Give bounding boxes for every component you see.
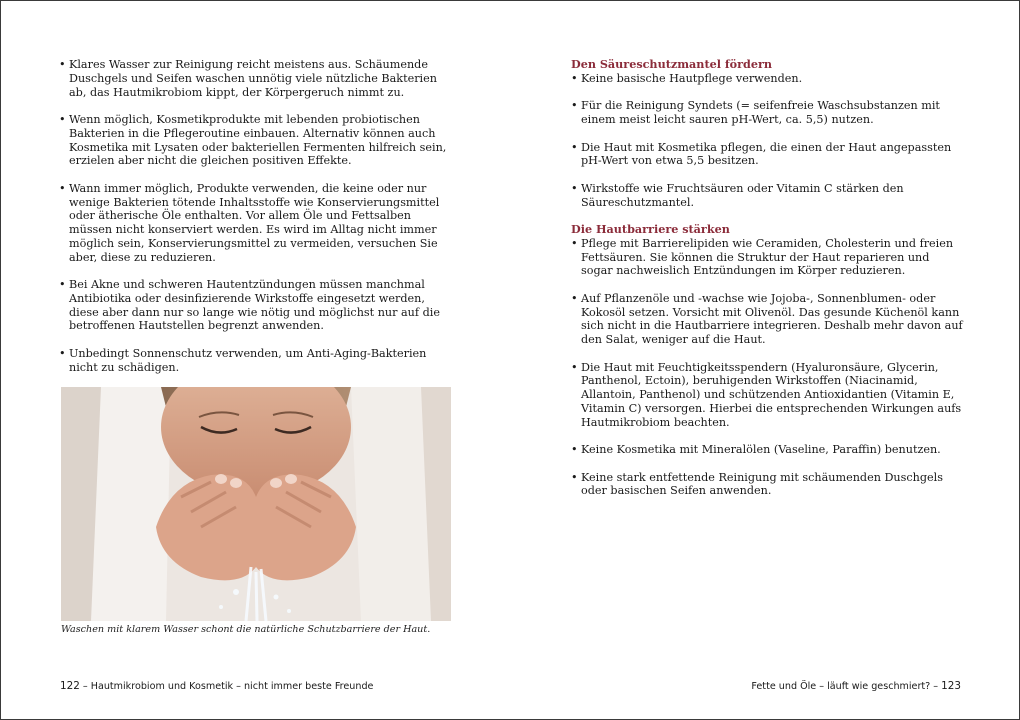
right-text-column [571,58,963,512]
face-washing-photo [61,387,451,621]
running-title: Fette und Öle – läuft wie geschmiert? – [751,681,942,692]
bullet-item: • Wann immer möglich, Produkte verwenden, die keine oder nur wenige Bakterien tötende Inhaltsstoffe wie Konservierungsmittel oder ätherische Öle enthalten. Vor allem Öle und Fettsalben müssen nicht konserviert werden. Es wird im Alltag nicht immer möglich sein, Konservierungsmittel zu vermeiden, versuchen Sie aber, diese zu reduzieren. [59,182,451,265]
left-footer [60,680,373,692]
right-footer [751,680,961,692]
right-page [510,1,1019,719]
bullet-item: • Bei Akne und schweren Hautentzündungen müssen manchmal Antibiotika oder desinfizierende Wirkstoffe eingesetzt werden, diese aber dann nur so lange wie nötig und möglichst nur auf die betroffenen Hautstellen begrenzt anwenden. [59,278,451,333]
face-washing-illustration [61,387,451,621]
running-title: – Hautmikrobiom und Kosmetik – nicht immer beste Freunde [79,681,374,692]
bullet-item: • Klares Wasser zur Reinigung reicht meistens aus. Schäumende Duschgels und Seifen waschen unnötig viele nützliche Bakterien ab, das Hautmikrobiom kippt, der Körpergeruch nimmt zu. [59,58,451,99]
left-text-column [59,58,451,388]
bullet-item: • Für die Reinigung Syndets (= seifenfreie Waschsubstanzen mit einem meist leicht sauren pH-Wert, ca. 5,5) nutzen. [571,99,963,127]
bullet-item: • Auf Pflanzenöle und -wachse wie Jojoba-, Sonnenblumen- oder Kokosöl setzen. Vorsicht mit Olivenöl. Das gesunde Küchenöl kann sich nicht in die Hautbarriere integrieren. Deshalb mehr davon auf den Salat, weniger auf die Haut. [571,292,963,347]
bullet-item: • Wenn möglich, Kosmetikprodukte mit lebenden probiotischen Bakterien in die Pflegeroutine einbauen. Alternativ können auch Kosmetika mit Lysaten oder bakteriellen Fermenten hilfreich sein, erzielen aber nicht die gleichen positiven Effekte. [59,113,451,168]
bullet-item: • Wirkstoffe wie Fruchtsäuren oder Vitamin C stärken den Säureschutzmantel. [571,182,963,210]
bullet-item: • Die Haut mit Feuchtigkeitsspendern (Hyaluronsäure, Glycerin, Panthenol, Ectoin), beruhigenden Wirkstoffen (Niacinamid, Allantoin, Panthenol) und schützenden Antioxidantien (Vitamin E, Vitamin C) versorgen. Hierbei die entsprechenden Wirkungen aufs Hautmikrobiom beachten. [571,361,963,430]
section-heading: Die Hautbarriere stärken [571,222,730,236]
bullet-item: • Keine Kosmetika mit Mineralölen (Vaseline, Paraffin) benutzen. [571,443,963,457]
bullet-item: • Keine basische Hautpflege verwenden. [571,72,963,86]
left-page [1,1,510,719]
section-heading: Den Säureschutzmantel fördern [571,57,773,71]
bullet-item: • Keine stark entfettende Reinigung mit schäumenden Duschgels oder basischen Seifen anwenden. [571,471,963,499]
page-number: 123 [941,680,961,692]
page-number: 122 [60,680,80,692]
bullet-item: • Unbedingt Sonnenschutz verwenden, um Anti-Aging-Bakterien nicht zu schädigen. [59,347,451,375]
photo-caption: Waschen mit klarem Wasser schont die natürliche Schutzbarriere der Haut. [61,624,431,635]
bullet-item: • Pflege mit Barrierelipiden wie Ceramiden, Cholesterin und freien Fettsäuren. Sie können die Struktur der Haut reparieren und sogar nachweislich Entzündungen im Körper reduzieren. [571,237,963,278]
bullet-item: • Die Haut mit Kosmetika pflegen, die einen der Haut angepassten pH-Wert von etwa 5,5 besitzen. [571,141,963,169]
